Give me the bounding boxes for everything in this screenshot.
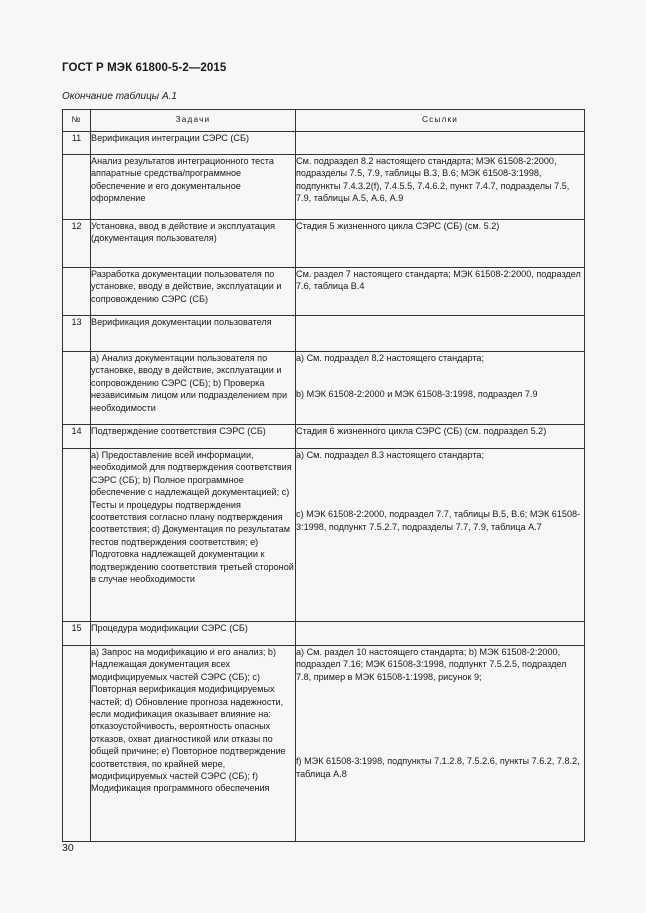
table-row	[63, 268, 585, 316]
task-cell: Анализ результатов интеграционного теста аппаратные средства/программное обеспечение и его документальное оформление	[91, 155, 296, 220]
reference-cell	[296, 622, 585, 646]
task-cell: а) Предоставление всей информации, необходимой для подтверждения соответствия СЭРС (СБ); b) Полное программное обеспечение с надлежащей документацией; c) Тесты и процедуры подтверждения соответствия согласно плану подтверждения соответствия; d) Документация по результатам тестов подтверждения соответствия; e) Подготовка надлежащей документации к подтверждению соответствия третьей стороной в случае необходимости	[91, 449, 296, 622]
document-header: ГОСТ Р МЭК 61800-5-2—2015	[62, 62, 227, 74]
task-cell: Подтверждение соответствия СЭРС (СБ)	[91, 425, 296, 449]
table-row	[63, 646, 585, 842]
reference-item-b: b) МЭК 61508-2:2000 и МЭК 61508-3:1998, подраздел 7.9	[296, 389, 538, 400]
table-row	[63, 449, 585, 622]
task-cell: Установка, ввод в действие и эксплуатация (документация пользователя)	[91, 220, 296, 268]
task-cell: Верификация интеграции СЭРС (СБ)	[91, 132, 296, 155]
table-row	[63, 425, 585, 449]
task-cell: Разработка документации пользователя по установке, вводу в действие, эксплуатации и сопровождению СЭРС (СБ)	[91, 268, 296, 316]
task-cell: а) Анализ документации пользователя по установке, вводу в действие, эксплуатации и сопровождению СЭРС (СБ); b) Проверка независимым лицом или подразделением при необходимости	[91, 352, 296, 425]
reference-item-f: f) МЭК 61508-3:1998, подпункты 7.1.2.8, 7.5.2.6, пункты 7.6.2, 7.8.2, таблица А.8	[296, 756, 580, 779]
reference-cell	[296, 316, 585, 352]
table-row	[63, 352, 585, 425]
table-row	[63, 220, 585, 268]
table-row	[63, 155, 585, 220]
reference-item-a: а) См. подраздел 8.3 настоящего стандарта;	[296, 450, 484, 460]
column-header-references: Ссылки	[296, 110, 585, 132]
row-number: 13	[63, 316, 91, 352]
reference-item-c: c) МЭК 61508-2:2000, подраздел 7.7, таблицы В.5, В.6; МЭК 61508-3:1998, подпункт 7.5.2.7, подразделы 7.7, 7.9, таблица А.7	[296, 509, 581, 532]
reference-cell: Стадия 5 жизненного цикла СЭРС (СБ) (см. 5.2)	[296, 220, 585, 268]
reference-cell	[296, 132, 585, 155]
column-header-number: №	[63, 110, 91, 132]
row-number: 12	[63, 220, 91, 268]
reference-cell	[296, 646, 585, 842]
row-number	[63, 449, 91, 622]
row-number: 15	[63, 622, 91, 646]
task-cell: Процедура модификации СЭРС (СБ)	[91, 622, 296, 646]
row-number: 14	[63, 425, 91, 449]
table-header-row	[63, 110, 585, 132]
requirements-table	[62, 109, 585, 842]
task-cell: а) Запрос на модификацию и его анализ; b) Надлежащая документация всех модифицируемых частей СЭРС (СБ); c) Повторная верификация модифицируемых частей; d) Обновление прогноза надежности, если модификация оказывает влияние на: отказоустойчивость, вероятность опасных отказов, охват диагностикой или отказы по общей причине; e) Повторное подтверждение соответствия, по крайней мере, модифицируемых частей СЭРС (СБ); f) Модификация программного обеспечения	[91, 646, 296, 842]
reference-item-a: а) См. раздел 10 настоящего стандарта; b) МЭК 61508-2:2000, подраздел 7.16; МЭК 61508-3:1998, подпункт 7.5.2.5, подраздел 7.8, пример в МЭК 61508-1:1998, рисунок 9;	[296, 647, 567, 682]
reference-cell: См. раздел 7 настоящего стандарта; МЭК 61508-2:2000, подраздел 7.6, таблица В.4	[296, 268, 585, 316]
page-number: 30	[62, 842, 74, 854]
reference-cell: См. подраздел 8.2 настоящего стандарта; МЭК 61508-2:2000, подразделы 7.5, 7.9, таблицы В.3, В.6; МЭК 61508-3:1998, подпункты 7.4.3.2(f), 7.4.5.5, 7.4.6.2, пункт 7.4.7, подразделы 7.5, 7.9, таблицы А.5, А.6, А.9	[296, 155, 585, 220]
row-number	[63, 155, 91, 220]
table-row	[63, 316, 585, 352]
column-header-tasks: Задачи	[91, 110, 296, 132]
row-number	[63, 352, 91, 425]
table-caption: Окончание таблицы А.1	[62, 91, 177, 102]
reference-item-a: а) См. подраздел 8.2 настоящего стандарта;	[296, 353, 484, 363]
table-row	[63, 622, 585, 646]
reference-cell: Стадия 6 жизненного цикла СЭРС (СБ) (см. подраздел 5.2)	[296, 425, 585, 449]
reference-cell	[296, 352, 585, 425]
row-number	[63, 268, 91, 316]
row-number: 11	[63, 132, 91, 155]
reference-cell	[296, 449, 585, 622]
task-cell: Верификация документации пользователя	[91, 316, 296, 352]
row-number	[63, 646, 91, 842]
table-row	[63, 132, 585, 155]
